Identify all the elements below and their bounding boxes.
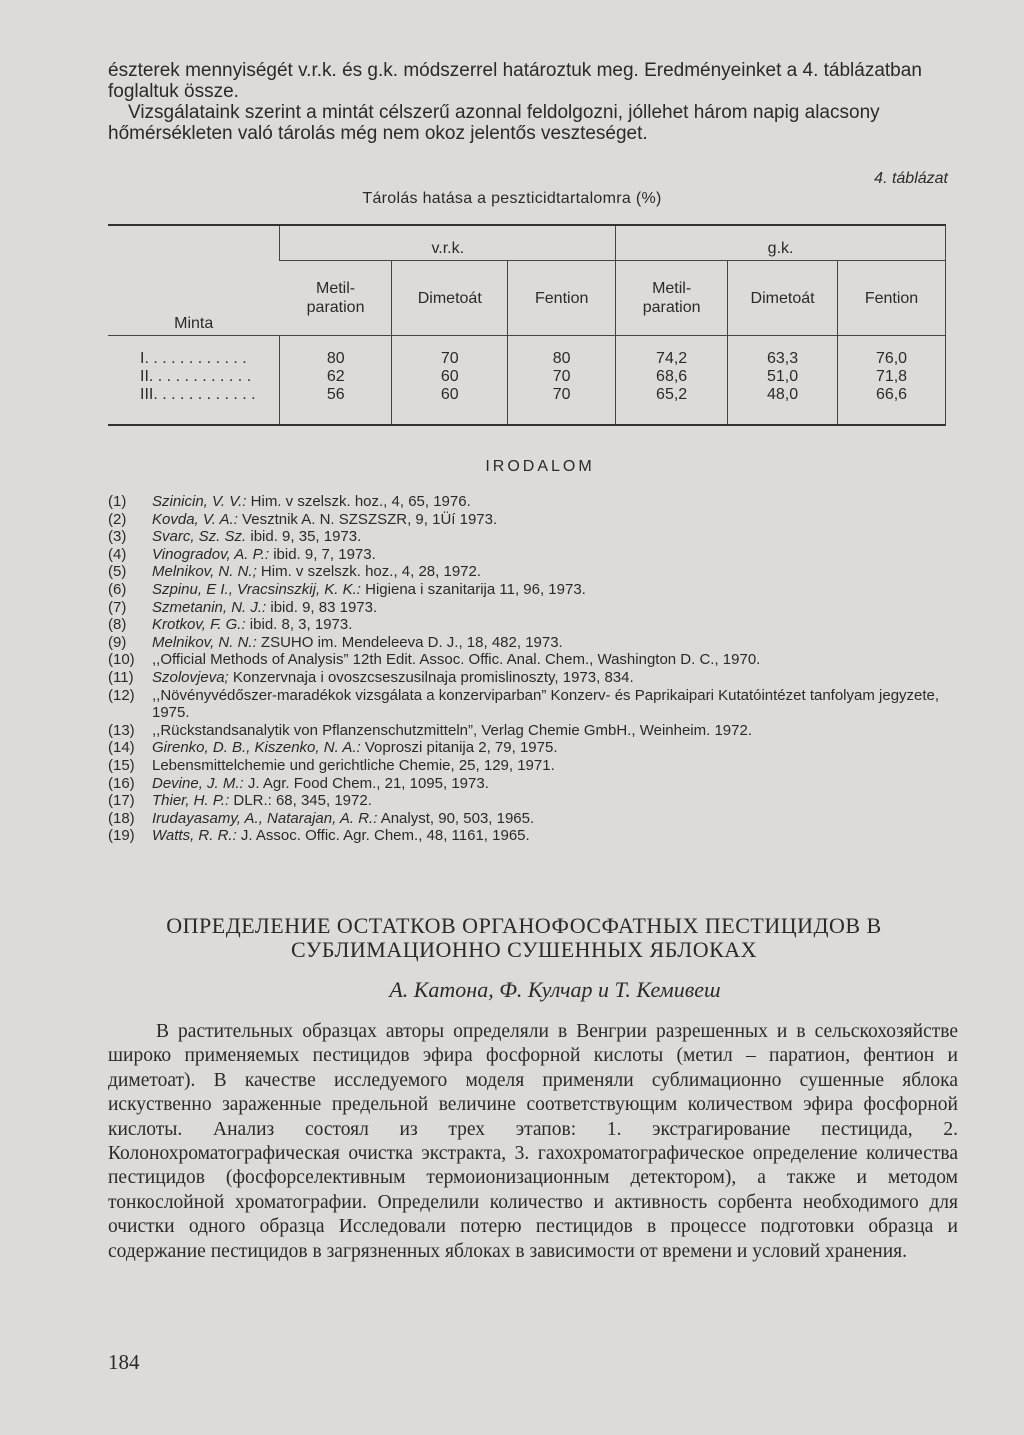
reference-number: (5) xyxy=(108,563,127,581)
reference-authors: Thier, H. P.: xyxy=(152,792,230,810)
reference-authors: Szolovjeva; xyxy=(152,668,229,686)
reference-authors: Svarc, Sz. Sz. xyxy=(152,528,247,546)
reference-list xyxy=(108,493,968,845)
reference-item xyxy=(108,687,968,722)
reference-source: Vesztnik A. N. SZSZSZR, 9, 1Üí 1973. xyxy=(237,510,498,528)
reference-source: Voproszi pitanija 2, 79, 1975. xyxy=(360,739,558,757)
reference-text xyxy=(152,775,968,793)
reference-source: Lebensmittelchemie und gerichtliche Chemie, 25, 129, 1971. xyxy=(152,756,555,774)
reference-authors: Szinicin, V. V.: xyxy=(152,493,247,510)
reference-source: Konzervnaja i ovoszcseszusilnaja promislinoszty, 1973, 834. xyxy=(228,668,634,686)
reference-item xyxy=(108,775,968,793)
row-label: III. . . . . . . . . . . . xyxy=(140,386,256,403)
reference-item xyxy=(108,669,968,687)
table-cell: 56 xyxy=(280,386,392,425)
reference-source: Him. v szelszk. hoz., 4, 28, 1972. xyxy=(256,563,482,581)
table-number: 4. táblázat xyxy=(874,170,948,187)
reference-number: (7) xyxy=(108,598,127,616)
reference-item xyxy=(108,634,968,652)
reference-item xyxy=(108,792,968,810)
reference-authors: Szpinu, E I., Vracsinszkij, K. K.: xyxy=(152,580,361,598)
header-column: Dimetoát xyxy=(728,261,838,336)
intro-text xyxy=(108,60,956,144)
reference-number: (8) xyxy=(108,616,127,634)
table-cell: 63,3 xyxy=(728,336,838,369)
reference-number: (2) xyxy=(108,510,127,528)
reference-authors: Kovda, V. A.: xyxy=(152,510,238,528)
references-heading: IRODALOM xyxy=(485,458,595,475)
reference-text xyxy=(152,581,968,599)
reference-number: (12) xyxy=(108,686,135,704)
reference-number: (18) xyxy=(108,809,135,827)
reference-number: (17) xyxy=(108,792,135,810)
reference-source: ibid. 9, 7, 1973. xyxy=(269,545,376,563)
reference-number: (13) xyxy=(108,721,135,739)
reference-authors: Devine, J. M.: xyxy=(152,774,244,792)
intro-paragraph-1: észterek mennyiségét v.r.k. és g.k. módszerrel határoztuk meg. Eredményeinket a 4. táblázatban foglaltuk össze. xyxy=(108,60,922,102)
reference-text xyxy=(152,528,968,546)
header-column: Metil- paration xyxy=(306,280,365,316)
intro-paragraph-2: Vizsgálataink szerint a mintát célszerű azonnal feldolgozni, jóllehet három napig alacsony hőmérsékleten való tárolás még nem okoz jelentős veszteséget. xyxy=(108,102,880,144)
reference-source: DLR.: 68, 345, 1972. xyxy=(229,792,372,810)
reference-text xyxy=(152,739,968,757)
reference-number: (15) xyxy=(108,756,135,774)
reference-text xyxy=(152,563,968,581)
reference-source: ibid. 9, 83 1973. xyxy=(266,598,378,616)
header-group-vrk: v.r.k. xyxy=(280,225,616,261)
reference-number: (9) xyxy=(108,633,127,651)
table-cell: 62 xyxy=(280,368,392,386)
reference-item xyxy=(108,827,968,845)
reference-text xyxy=(152,511,968,529)
storage-effect-table xyxy=(108,224,946,426)
reference-text xyxy=(152,687,968,722)
header-minta: Minta xyxy=(108,225,280,336)
reference-item xyxy=(108,528,968,546)
table-body xyxy=(108,336,946,426)
row-label: I. . . . . . . . . . . . xyxy=(108,336,280,369)
reference-item xyxy=(108,599,968,617)
table-cell: 66,6 xyxy=(838,386,946,425)
reference-item xyxy=(108,546,968,564)
row-label: II. . . . . . . . . . . . xyxy=(140,368,252,385)
russian-title xyxy=(0,914,1024,962)
table-cell: 48,0 xyxy=(728,386,838,425)
table-cell: 74,2 xyxy=(616,336,728,369)
reference-item xyxy=(108,563,968,581)
reference-item xyxy=(108,651,968,669)
header-column: Metil- paration xyxy=(616,261,728,336)
reference-item xyxy=(108,757,968,775)
header-column: Fention xyxy=(838,261,946,336)
reference-authors: Krotkov, F. G.: xyxy=(152,616,246,634)
page-number: 184 xyxy=(108,1350,140,1374)
reference-number: (6) xyxy=(108,580,127,598)
table-cell: 70 xyxy=(508,368,616,386)
table-cell: 70 xyxy=(392,336,508,369)
reference-authors: Irudayasamy, A., Natarajan, A. R.: xyxy=(152,809,378,827)
reference-text xyxy=(152,616,968,634)
reference-text xyxy=(152,827,968,845)
reference-source: J. Assoc. Offic. Agr. Chem., 48, 1161, 1965. xyxy=(236,827,530,845)
table-cell: 60 xyxy=(392,368,508,386)
reference-text xyxy=(152,493,968,511)
reference-item xyxy=(108,511,968,529)
table-cell: 70 xyxy=(508,386,616,425)
reference-text xyxy=(152,546,968,564)
reference-number: (16) xyxy=(108,774,135,792)
reference-item xyxy=(108,810,968,828)
reference-source: Him. v szelszk. hoz., 4, 65, 1976. xyxy=(246,493,471,510)
header-group-gk: g.k. xyxy=(616,225,946,261)
reference-number: (1) xyxy=(108,493,127,510)
russian-abstract: В растительных образцах авторы определяли в Венгрии разрешенных и в сельскохозяйстве широко применяемых пестицидов эфира фосфорной кислоты (метил – паратион, фентион и диметоат). В качестве исследуемого моделя применяли сублимационно сушенные яблока искуственно зараженные предельной величине соответствующим количеством эфира фосфорной кислоты. Анализ состоял из трех этапов: 1. экстрагирование пестицида, 2. Колонохроматографическая очистка экстракта, 3. гахохроматографическое определение количества пестицидов (фосфорселективным термоионизационным детектором), а также и методом тонкослойной хроматографии. Определили количество и активность сорбента необходимого для очистки одного образца Исследовали потерю пестицидов в процессе подготовки образца и содержание пестицидов в загрязненных яблоках в зависимости от времени и условий хранения. xyxy=(108,1021,958,1262)
reference-item xyxy=(108,581,968,599)
table-cell: 51,0 xyxy=(728,368,838,386)
reference-item xyxy=(108,616,968,634)
reference-source: ibid. 8, 3, 1973. xyxy=(245,616,353,634)
reference-text xyxy=(152,669,968,687)
reference-number: (19) xyxy=(108,827,135,845)
reference-item xyxy=(108,722,968,740)
table-cell: 80 xyxy=(508,336,616,369)
reference-authors: Watts, R. R.: xyxy=(152,827,237,845)
reference-source: ibid. 9, 35, 1973. xyxy=(246,528,362,546)
reference-text xyxy=(152,651,968,669)
reference-authors: Szmetanin, N. J.: xyxy=(152,598,267,616)
reference-text xyxy=(152,757,968,775)
reference-source: Higiena i szanitarija 11, 96, 1973. xyxy=(360,580,586,598)
reference-number: (11) xyxy=(108,668,134,686)
reference-authors: Girenko, D. B., Kiszenko, N. A.: xyxy=(152,739,361,757)
reference-text xyxy=(152,599,968,617)
reference-source: J. Agr. Food Chem., 21, 1095, 1973. xyxy=(243,774,489,792)
reference-source: Analyst, 90, 503, 1965. xyxy=(377,809,535,827)
table-cell: 71,8 xyxy=(838,368,946,386)
table-caption: Tárolás hatása a peszticidtartalomra (%) xyxy=(362,190,662,207)
reference-text xyxy=(152,810,968,828)
table-cell: 80 xyxy=(280,336,392,369)
russian-title-line-2: СУБЛИМАЦИОННО СУШЕННЫХ ЯБЛОКАХ xyxy=(290,937,758,962)
reference-authors: Melnikov, N. N.; xyxy=(152,563,257,581)
reference-item xyxy=(108,493,968,511)
table-cell: 65,2 xyxy=(616,386,728,425)
reference-text xyxy=(152,792,968,810)
reference-authors: Melnikov, N. N.: xyxy=(152,633,257,651)
reference-source: ,,Rückstandsanalytik von Pflanzenschutzmitteln”, Verlag Chemie GmbH., Weinheim. 1972. xyxy=(152,721,752,739)
reference-text xyxy=(152,722,968,740)
russian-title-line-1: ОПРЕДЕЛЕНИЕ ОСТАТКОВ ОРГАНОФОСФАТНЫХ ПЕСТИЦИДОВ В xyxy=(166,913,882,938)
header-column: Dimetoát xyxy=(392,261,508,336)
reference-source: ,,Official Methods of Analysis” 12th Edit. Assoc. Offic. Anal. Chem., Washington D. C., 1970. xyxy=(152,651,761,669)
table-cell: 60 xyxy=(392,386,508,425)
header-column: Fention xyxy=(508,261,616,336)
table-row xyxy=(108,386,946,425)
reference-authors: Vinogradov, A. P.: xyxy=(152,545,270,563)
reference-number: (4) xyxy=(108,545,127,563)
reference-item xyxy=(108,739,968,757)
reference-number: (10) xyxy=(108,651,135,669)
table-row xyxy=(108,336,946,369)
russian-authors: А. Катона, Ф. Кулчар и Т. Кемивеш xyxy=(389,977,721,1002)
table-cell: 76,0 xyxy=(838,336,946,369)
reference-text xyxy=(152,634,968,652)
table-cell: 68,6 xyxy=(616,368,728,386)
reference-number: (14) xyxy=(108,739,135,757)
reference-number: (3) xyxy=(108,528,127,546)
reference-source: ZSUHO im. Mendeleeva D. J., 18, 482, 1973. xyxy=(256,633,563,651)
table-row xyxy=(108,368,946,386)
reference-source: ,,Növényvédőszer-maradékok vizsgálata a konzerviparban” Konzerv- és Paprikaipari Kutatóintézet tanfolyam jegyzete, 1975. xyxy=(152,686,940,722)
